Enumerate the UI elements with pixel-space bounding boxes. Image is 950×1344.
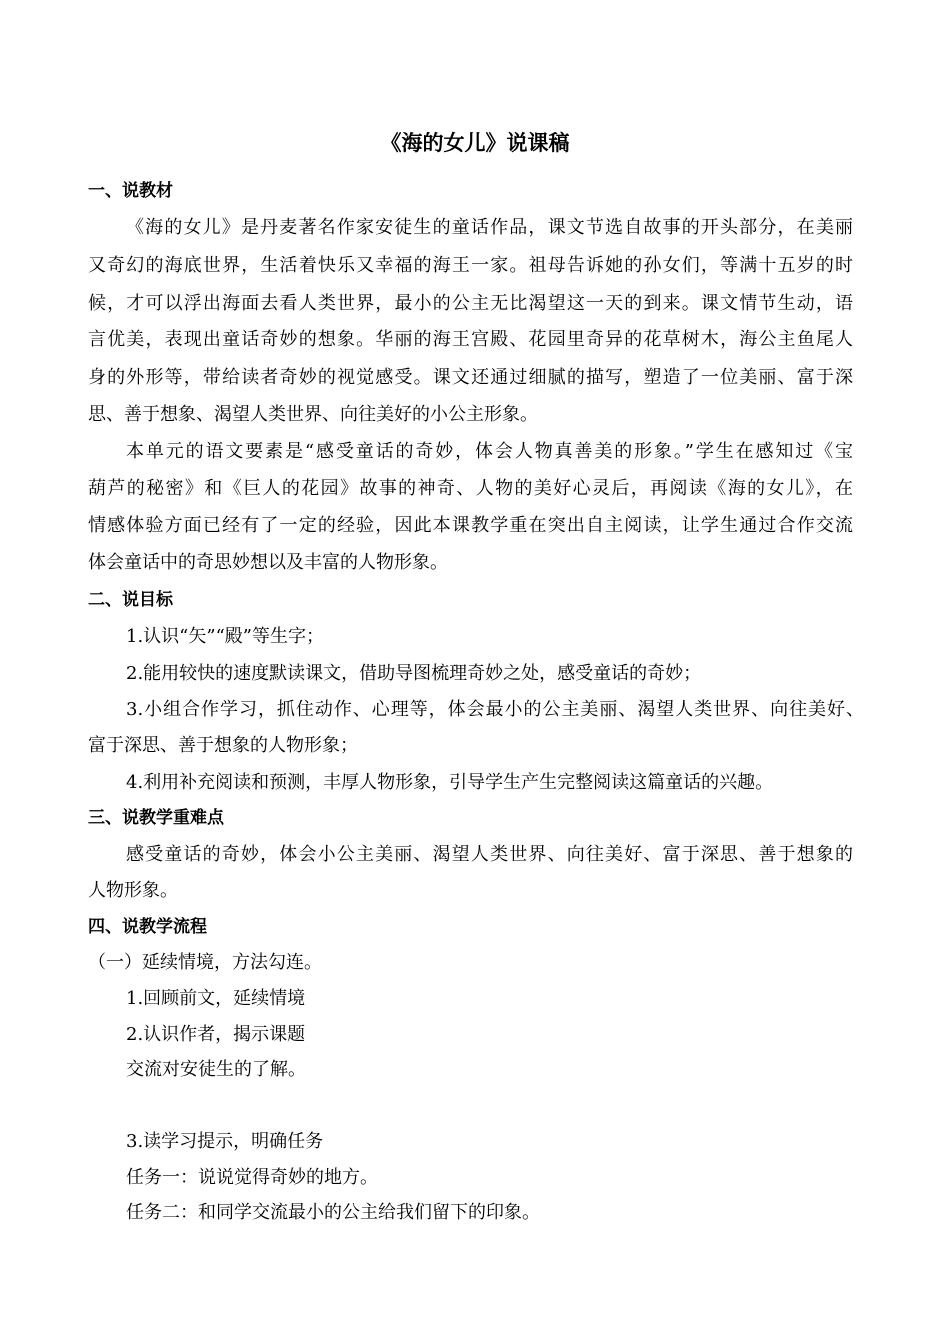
paragraph-line: 言优美，表现出童话奇妙的想象。华丽的海王宫殿、花园里奇异的花草树木，海公主鱼尾人 — [88, 329, 853, 350]
objective-item: 1.认识“矢”“殿”等生字； — [126, 626, 324, 647]
paragraph-line: 感受童话的奇妙，体会小公主美丽、渴望人类世界、向往美好、富于深思、善于想象的 — [126, 844, 853, 865]
section-heading-process: 四、说教学流程 — [88, 917, 207, 937]
document-title: 《海的女儿》说课稿 — [380, 130, 570, 155]
paragraph-line: 情感体验方面已经有了一定的经验，因此本课教学重在突出自主阅读，让学生通过合作交流 — [88, 515, 853, 536]
paragraph-line: 本单元的语文要素是“感受童话的奇妙，体会人物真善美的形象。”学生在感知过《宝 — [126, 441, 853, 462]
process-task: 任务一：说说觉得奇妙的地方。 — [126, 1167, 378, 1188]
paragraph-line: 又奇幻的海底世界，生活着快乐又幸福的海王一家。祖母告诉她的孙女们，等满十五岁的时 — [88, 255, 853, 276]
objective-item: 3.小组合作学习，抓住动作、心理等，体会最小的公主美丽、渴望人类世界、向往美好、 — [126, 699, 864, 720]
paragraph-line: 葫芦的秘密》和《巨人的花园》故事的神奇、人物的美好心灵后，再阅读《海的女儿》，在 — [88, 478, 853, 499]
paragraph-line: 《海的女儿》是丹麦著名作家安徒生的童话作品，课文节选自故事的开头部分，在美丽 — [126, 217, 853, 238]
paragraph-line: 人物形象。 — [88, 880, 178, 901]
section-heading-objectives: 二、说目标 — [88, 590, 173, 610]
paragraph-line: 体会童话中的奇思妙想以及丰富的人物形象。 — [88, 552, 448, 573]
section-heading-textbook: 一、说教材 — [88, 181, 173, 201]
process-step-heading: （一）延续情境，方法勾连。 — [88, 952, 322, 973]
objective-item: 4.利用补充阅读和预测，丰厚人物形象，引导学生产生完整阅读这篇童话的兴趣。 — [126, 772, 774, 793]
paragraph-line: 身的外形等，带给读者奇妙的视觉感受。课文还通过细腻的描写，塑造了一位美丽、富于深 — [88, 367, 853, 388]
process-step: 2.认识作者，揭示课题 — [126, 1024, 306, 1045]
process-step: 1.回顾前文，延续情境 — [126, 988, 306, 1009]
section-heading-key-points: 三、说教学重难点 — [88, 808, 224, 828]
objective-item: 2.能用较快的速度默读课文，借助导图梳理奇妙之处，感受童话的奇妙； — [126, 663, 702, 684]
paragraph-line: 候，才可以浮出海面去看人类世界，最小的公主无比渴望这一天的到来。课文情节生动，语 — [88, 293, 853, 314]
process-task: 任务二：和同学交流最小的公主给我们留下的印象。 — [126, 1202, 540, 1223]
process-step: 3.读学习提示，明确任务 — [126, 1131, 324, 1152]
process-detail: 交流对安徒生的了解。 — [126, 1059, 306, 1080]
paragraph-line: 思、善于想象、渴望人类世界、向往美好的小公主形象。 — [88, 404, 538, 425]
objective-item-continued: 富于深思、善于想象的人物形象； — [88, 735, 358, 756]
